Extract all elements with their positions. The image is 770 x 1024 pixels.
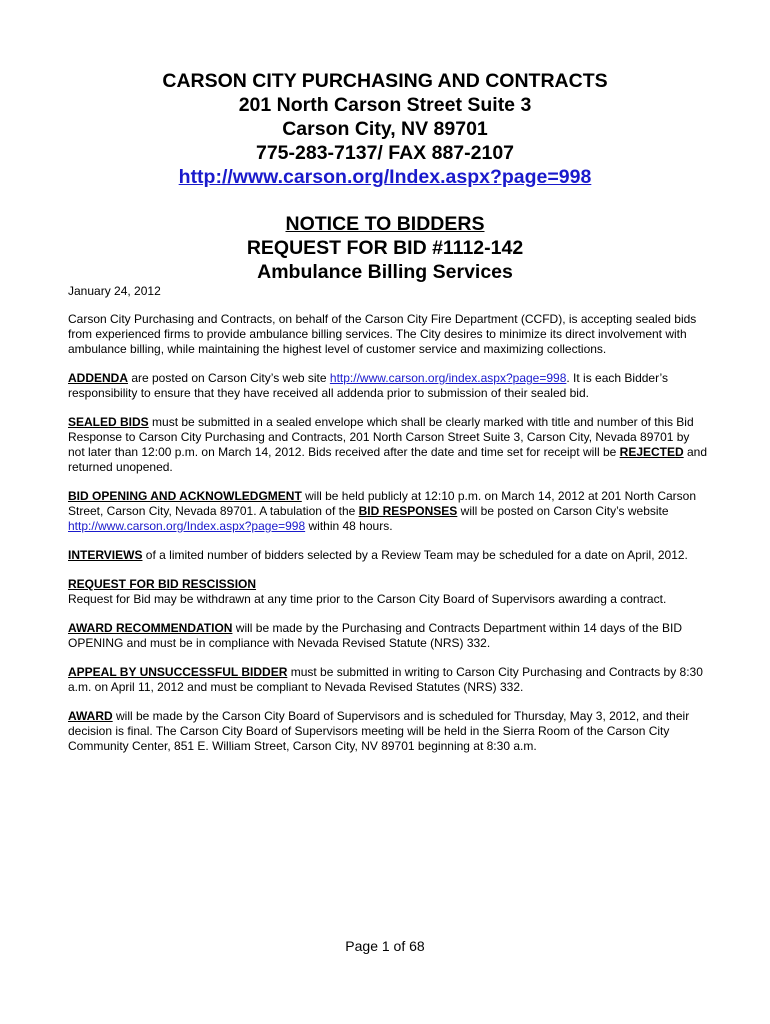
bid-opening-text-1: will be held publicly at 12:10 p.m. on March 14, 2012 at 201 North Carson Street, Carson City, Nevada 89701. A tabulation of the <box>68 489 697 518</box>
rescission-text: Request for Bid may be withdrawn at any time prior to the Carson City Board of Supervisors awarding a contract. <box>68 592 667 606</box>
street-address: 201 North Carson Street Suite 3 <box>238 94 532 116</box>
bid-opening-paragraph <box>68 489 708 534</box>
notice-title: NOTICE TO BIDDERS <box>285 213 485 235</box>
award-text: will be made by the Carson City Board of Supervisors and is scheduled for Thursday, May 3, 2012, and their decision is final. The Carson City Board of Supervisors meeting will be held in the Sierra Room of the Carson City Community Center, 851 E. William Street, Carson City, NV 89701 beginning at 8:30 a.m. <box>68 709 690 753</box>
bid-opening-text-3: within 48 hours. <box>305 519 393 533</box>
phone-fax: 775-283-7137/ FAX 887-2107 <box>255 142 515 164</box>
addenda-link[interactable]: http://www.carson.org/index.aspx?page=998 <box>329 371 567 385</box>
rescission-paragraph <box>68 577 708 607</box>
appeal-paragraph <box>68 665 708 695</box>
addenda-heading: ADDENDA <box>68 371 128 385</box>
interviews-paragraph <box>68 548 708 563</box>
award-recommendation-heading: AWARD RECOMMENDATION <box>68 621 233 635</box>
appeal-heading: APPEAL BY UNSUCCESSFUL BIDDER <box>68 665 288 679</box>
sealed-bids-paragraph <box>68 415 708 475</box>
addenda-text-1: are posted on Carson City’s web site <box>128 371 330 385</box>
sealed-bids-text-1: must be submitted in a sealed envelope which shall be clearly marked with title and number of this Bid Response to Carson City Purchasing and Contracts, 201 North Carson Street Suite 3, Carson City, Nevada 89701 by not later than 12:00 p.m. on March 14, 2012. Bids received after the date and time set for receipt will be <box>68 415 694 459</box>
header-url-link[interactable]: http://www.carson.org/Index.aspx?page=998 <box>178 166 592 188</box>
addenda-text-2: . It is each Bidder’s responsibility to ensure that they have received all addenda prior to submission of their sealed bid. <box>68 371 668 400</box>
rfb-number: REQUEST FOR BID #1112-142 <box>246 237 524 259</box>
sealed-bids-heading: SEALED BIDS <box>68 415 149 429</box>
award-paragraph <box>68 709 708 754</box>
award-heading: AWARD <box>68 709 113 723</box>
award-recommendation-paragraph <box>68 621 708 651</box>
city-state-zip: Carson City, NV 89701 <box>282 118 488 140</box>
bid-responses-label: BID RESPONSES <box>358 504 458 518</box>
award-recommendation-text: will be made by the Purchasing and Contracts Department within 14 days of the BID OPENING and must be in compliance with Nevada Revised Statute (NRS) 332. <box>68 621 683 650</box>
letterhead <box>0 69 770 189</box>
sealed-bids-text-2: and returned unopened. <box>68 445 708 474</box>
notice-title-block <box>0 212 770 284</box>
notice-date: January 24, 2012 <box>68 284 161 298</box>
notice-body <box>68 312 708 768</box>
intro-paragraph: Carson City Purchasing and Contracts, on behalf of the Carson City Fire Department (CCFD), is accepting sealed bids from experienced firms to provide ambulance billing services. The City desires to minimize its direct involvement with ambulance billing, while maintaining the highest level of customer service and maximizing collections. <box>68 312 697 356</box>
bid-opening-text-2: will be posted on Carson City’s website <box>457 504 669 518</box>
addenda-paragraph <box>68 371 708 401</box>
rfb-subject: Ambulance Billing Services <box>257 261 513 283</box>
rescission-heading: REQUEST FOR BID RESCISSION <box>68 577 257 591</box>
appeal-text: must be submitted in writing to Carson City Purchasing and Contracts by 8:30 a.m. on April 11, 2012 and must be compliant to Nevada Revised Statutes (NRS) 332. <box>68 665 703 694</box>
bid-opening-link[interactable]: http://www.carson.org/Index.aspx?page=998 <box>68 519 306 533</box>
rejected-label: REJECTED <box>619 445 684 459</box>
bid-opening-heading: BID OPENING AND ACKNOWLEDGMENT <box>68 489 302 503</box>
interviews-heading: INTERVIEWS <box>68 548 143 562</box>
interviews-text: of a limited number of bidders selected by a Review Team may be scheduled for a date on April, 2012. <box>142 548 688 562</box>
org-name: CARSON CITY PURCHASING AND CONTRACTS <box>162 70 608 92</box>
page-number: Page 1 of 68 <box>345 938 425 954</box>
